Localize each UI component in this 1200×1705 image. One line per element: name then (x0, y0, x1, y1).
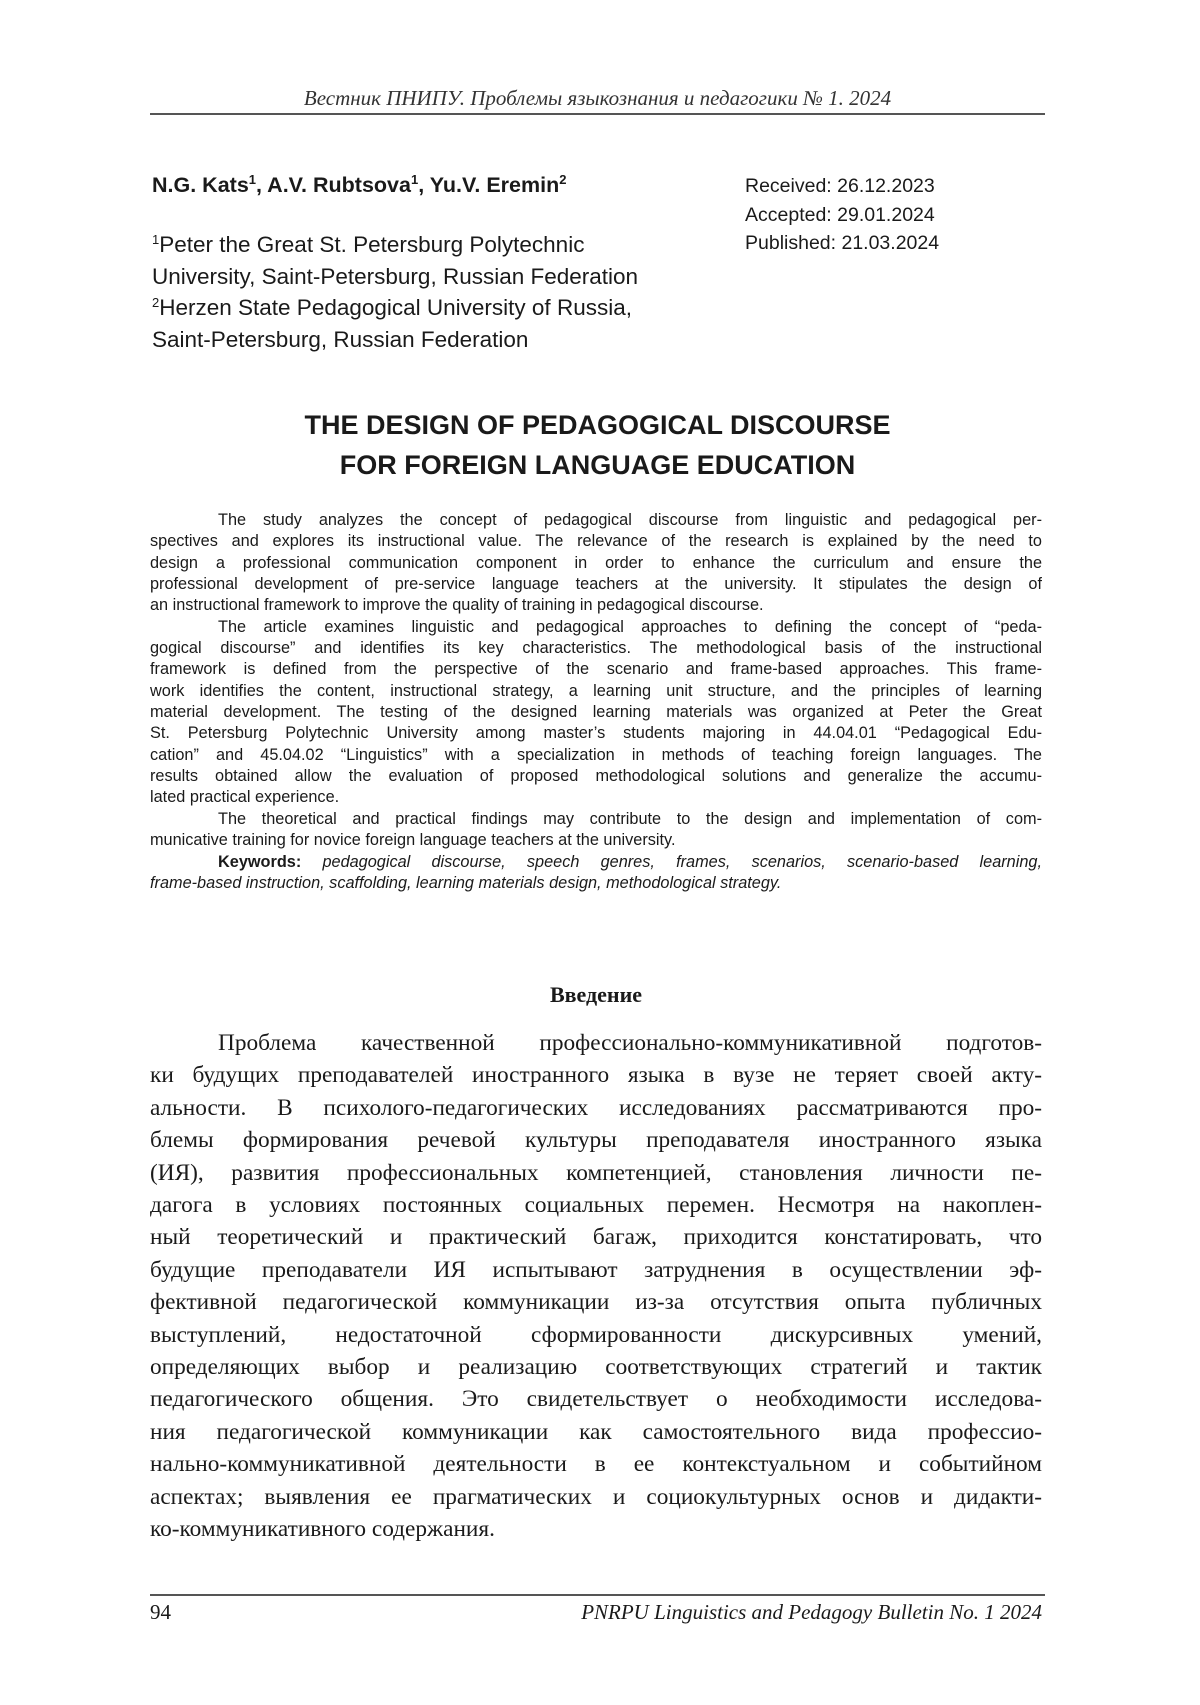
page-number: 94 (150, 1600, 171, 1624)
keywords-text: frame-based instruction, scaffolding, learning materials design, methodological strategy. (150, 873, 782, 892)
section-heading: Введение (549, 982, 643, 1007)
text-line: lated practical experience. (150, 788, 340, 807)
title-line: THE DESIGN OF PEDAGOGICAL DISCOURSE (304, 410, 891, 440)
text-line: results obtained allow the evaluation of proposed methodological solutions and generalize the accumu- (150, 767, 1042, 786)
keywords-text: pedagogical discourse, speech genres, frames, scenarios, scenario-based learning, (301, 852, 1042, 871)
author-affiliation-mark: 1 (248, 172, 257, 187)
author-name: N.G. Kats (152, 173, 249, 198)
text-line: (ИЯ), развития профессиональных компетенцией, становления личности пе- (150, 1159, 1042, 1186)
text-line: блемы формирования речевой культуры преподавателя иностранного языка (150, 1127, 1042, 1154)
text-line: material development. The testing of the designed learning materials was organized at Peter the Great (150, 703, 1042, 722)
author-name: Yu.V. Eremin (429, 173, 560, 198)
accepted-date: Accepted: 29.01.2024 (745, 203, 935, 226)
text-line: framework is defined from the perspective of the scenario and frame-based approaches. This frame- (150, 660, 1042, 679)
text-line: определяющих выбор и реализацию соответствующих стратегий и тактик (150, 1354, 1042, 1381)
text-line: педагогического общения. Это свидетельствует о необходимости исследова- (150, 1386, 1042, 1413)
text-line: The article examines linguistic and pedagogical approaches to defining the concept of “peda- (218, 617, 1042, 636)
footer-rule (150, 1594, 1045, 1596)
received-date: Received: 26.12.2023 (745, 175, 935, 197)
title-line: FOR FOREIGN LANGUAGE EDUCATION (339, 450, 856, 480)
author-list: N.G. Kats$^1$, A.V. Rubtsova$^1$, Yu.V. Eremin$^2$ (152, 172, 567, 198)
text-line: spectives and explores its instructional value. The relevance of the research is explained by the need to (150, 532, 1042, 551)
text-line: ный теоретический и практический багаж, приходится констатировать, что (150, 1224, 1042, 1251)
text-line: professional development of pre-service language teachers at the university. It stipulates the design of (150, 575, 1042, 594)
footer-journal-title: PNRPU Linguistics and Pedagogy Bulletin No. 1 2024 (581, 1600, 1042, 1624)
affiliations (152, 229, 638, 355)
affiliation (152, 229, 638, 261)
keywords-label: Keywords: (218, 852, 302, 871)
text-line: municative training for novice foreign language teachers at the university. (150, 831, 676, 850)
author-affiliation-mark: 1 (410, 172, 419, 187)
text-line: нально-коммуникативной деятельности в ее контекстуальном и событийном (150, 1451, 1042, 1478)
text-line: фективной педагогической коммуникации из-за отсутствия опыта публичных (150, 1289, 1042, 1316)
affiliation (152, 292, 638, 324)
text-line: gogical discourse” and identifies its key characteristics. The methodological basis of the instructional (150, 639, 1042, 658)
text-line: ко-коммуникативного содержания. (150, 1516, 495, 1543)
text-line: ки будущих преподавателей иностранного языка в вузе не теряет своей акту- (150, 1062, 1042, 1089)
body-text (150, 1027, 1042, 1546)
text-line: The theoretical and practical findings may contribute to the design and implementation of com- (218, 809, 1042, 828)
affiliation-line: Peter the Great St. Petersburg Polytechnic (159, 232, 585, 257)
published-date: Published: 21.03.2024 (745, 232, 940, 254)
text-line: ния педагогической коммуникации как самостоятельного вида профессио- (150, 1418, 1042, 1445)
author-name: A.V. Rubtsova (267, 173, 411, 198)
running-header: Вестник ПНИПУ. Проблемы языкознания и педагогики № 1. 2024 (303, 86, 892, 110)
affiliation-line: Saint-Petersburg, Russian Federation (152, 326, 529, 352)
header-rule (150, 113, 1045, 115)
text-line: The study analyzes the concept of pedagogical discourse from linguistic and pedagogical per- (218, 511, 1042, 529)
article-dates (745, 172, 939, 258)
text-line: an instructional framework to improve the quality of training in pedagogical discourse. (150, 596, 764, 615)
text-line: дагога в условиях постоянных социальных перемен. Несмотря на накоплен- (150, 1192, 1042, 1219)
text-line: аспектах; выявления ее прагматических и социокультурных основ и дидакти- (150, 1483, 1042, 1510)
text-line: будущие преподаватели ИЯ испытывают затруднения в осуществлении эф- (150, 1256, 1042, 1283)
affiliation-number: 2 (152, 295, 160, 310)
keywords (150, 852, 1042, 873)
text-line: Проблема качественной профессионально-коммуникативной подготов- (218, 1030, 1042, 1056)
text-line: St. Petersburg Polytechnic University among master’s students majoring in 44.04.01 “Pedagogical Edu- (150, 724, 1042, 743)
text-line: выступлений, недостаточной сформированности дискурсивных умений, (150, 1321, 1042, 1348)
affiliation-line: Herzen State Pedagogical University of Russia, (159, 295, 632, 320)
article-title (150, 405, 1045, 485)
text-line: cation” and 45.04.02 “Linguistics” with a specialization in methods of teaching foreign languages. The (150, 745, 1042, 764)
abstract (150, 510, 1042, 894)
author-affiliation-mark: 2 (559, 172, 567, 187)
text-line: work identifies the content, instructional strategy, a learning unit structure, and the principles of learning (150, 681, 1042, 700)
affiliation-number: 1 (152, 232, 160, 247)
text-line: design a professional communication component in order to enhance the curriculum and ensure the (150, 553, 1042, 572)
text-line: альности. В психолого-педагогических исследованиях рассматриваются про- (150, 1094, 1042, 1121)
affiliation-line: University, Saint-Petersburg, Russian Federation (152, 263, 639, 289)
